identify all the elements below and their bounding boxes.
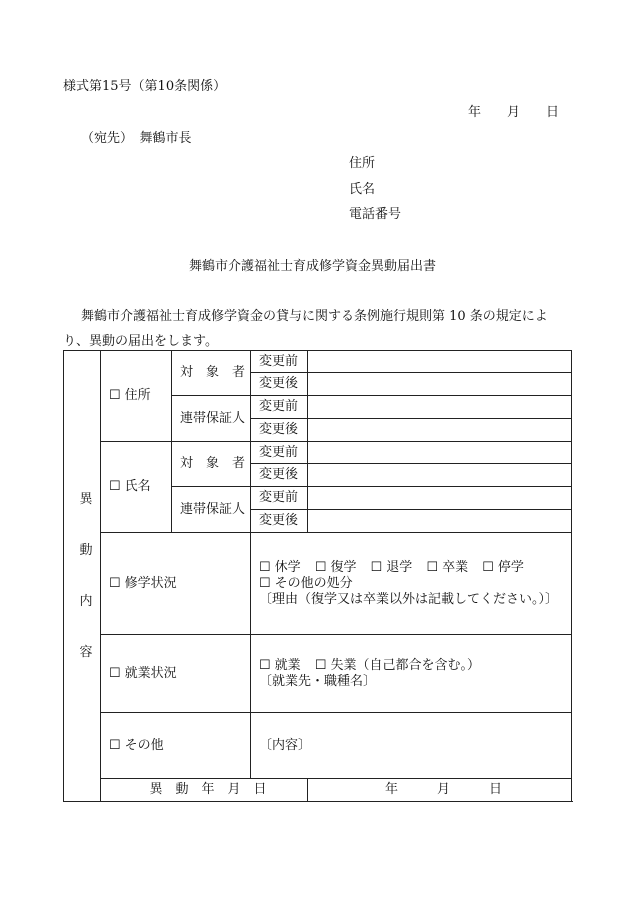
checkbox-icon[interactable]: ☐	[482, 559, 494, 575]
address-guarantor-before-field[interactable]	[308, 396, 572, 419]
other-option[interactable]: ☐ その他	[101, 713, 251, 779]
other-content-label: 〔内容〕	[259, 737, 312, 753]
address-target-after-label: 変更後	[251, 373, 308, 396]
name-guarantor-label: 連帯保証人	[172, 487, 251, 533]
study-withdraw-option[interactable]: ☐ 退学	[370, 559, 413, 575]
address-target-before-field[interactable]	[308, 351, 572, 373]
checkbox-icon[interactable]: ☐	[109, 388, 121, 403]
intro-line-2: り、異動の届出をします。	[63, 334, 218, 349]
applicant-phone-label: 電話番号	[349, 207, 402, 222]
vertical-char: 内	[79, 593, 93, 609]
address-target-before-label: 変更前	[251, 351, 308, 373]
name-target-before-field[interactable]	[308, 442, 572, 464]
name-guarantor-before-field[interactable]	[308, 487, 572, 510]
name-guarantor-after-field[interactable]	[308, 510, 572, 533]
name-option[interactable]: ☐ 氏名	[101, 442, 172, 533]
study-suspension-option[interactable]: ☐ 停学	[482, 559, 524, 575]
employed-option[interactable]: ☐ 就業	[259, 657, 301, 673]
checkbox-icon[interactable]: ☐	[109, 665, 121, 681]
checkbox-icon[interactable]: ☐	[259, 559, 271, 575]
applicant-name-label: 氏名	[349, 182, 376, 197]
study-reason-label: 〔理由（復学又は卒業以外は記載してください。）〕	[259, 591, 559, 607]
name-target-label: 対 象 者	[172, 442, 251, 487]
address-option[interactable]: ☐ 住所	[101, 351, 172, 442]
checkbox-icon[interactable]: ☐	[109, 575, 121, 591]
study-status-details	[251, 533, 572, 635]
study-other-option[interactable]: ☐ その他の処分	[259, 575, 353, 591]
other-content[interactable]	[251, 713, 572, 779]
checkbox-icon[interactable]: ☐	[314, 559, 327, 575]
employment-status-details	[251, 635, 572, 713]
employment-place-label: 〔就業先・職種名〕	[259, 673, 377, 689]
change-date-label: 異 動 年 月 日	[101, 779, 308, 802]
address-guarantor-after-label: 変更後	[251, 419, 308, 442]
unemployed-option[interactable]: ☐ 失業（自己都合を含む。）	[314, 657, 480, 673]
vertical-char: 異	[79, 491, 93, 507]
intro-line-1: 舞鶴市介護福祉士育成修学資金の貸与に関する条例施行規則第 10 条の規定によ	[81, 309, 548, 324]
study-graduate-option[interactable]: ☐ 卒業	[426, 559, 469, 575]
address-guarantor-after-field[interactable]	[308, 419, 572, 442]
study-leave-option[interactable]: ☐ 休学	[259, 559, 301, 575]
applicant-address-label: 住所	[349, 156, 376, 171]
addressee: （宛先） 舞鶴市長	[81, 131, 192, 146]
address-target-label: 対 象 者	[172, 351, 251, 396]
address-target-after-field[interactable]	[308, 373, 572, 396]
change-form-table	[63, 350, 572, 802]
name-target-before-label: 変更前	[251, 442, 308, 464]
checkbox-icon[interactable]: ☐	[109, 737, 121, 753]
checkbox-icon[interactable]: ☐	[259, 657, 271, 673]
date-line: 年 月 日	[468, 105, 560, 120]
checkbox-icon[interactable]: ☐	[259, 575, 271, 591]
change-date-field[interactable]: 年 月 日	[308, 779, 572, 802]
study-return-option[interactable]: ☐ 復学	[314, 559, 357, 575]
vertical-char: 容	[79, 644, 93, 660]
document-title: 舞鶴市介護福祉士育成修学資金異動届出書	[189, 259, 437, 274]
checkbox-icon[interactable]: ☐	[314, 657, 327, 673]
checkbox-icon[interactable]: ☐	[426, 559, 439, 575]
address-guarantor-label: 連帯保証人	[172, 396, 251, 442]
study-status-option[interactable]: ☐ 修学状況	[101, 533, 251, 635]
name-target-after-field[interactable]	[308, 464, 572, 487]
name-guarantor-after-label: 変更後	[251, 510, 308, 533]
employment-status-option[interactable]: ☐ 就業状況	[101, 635, 251, 713]
checkbox-icon[interactable]: ☐	[109, 479, 121, 494]
vertical-char: 動	[79, 542, 93, 558]
checkbox-icon[interactable]: ☐	[370, 559, 383, 575]
name-guarantor-before-label: 変更前	[251, 487, 308, 510]
name-target-after-label: 変更後	[251, 464, 308, 487]
change-content-label	[64, 351, 101, 802]
form-number: 様式第15号（第10条関係）	[63, 79, 227, 94]
address-guarantor-before-label: 変更前	[251, 396, 308, 419]
